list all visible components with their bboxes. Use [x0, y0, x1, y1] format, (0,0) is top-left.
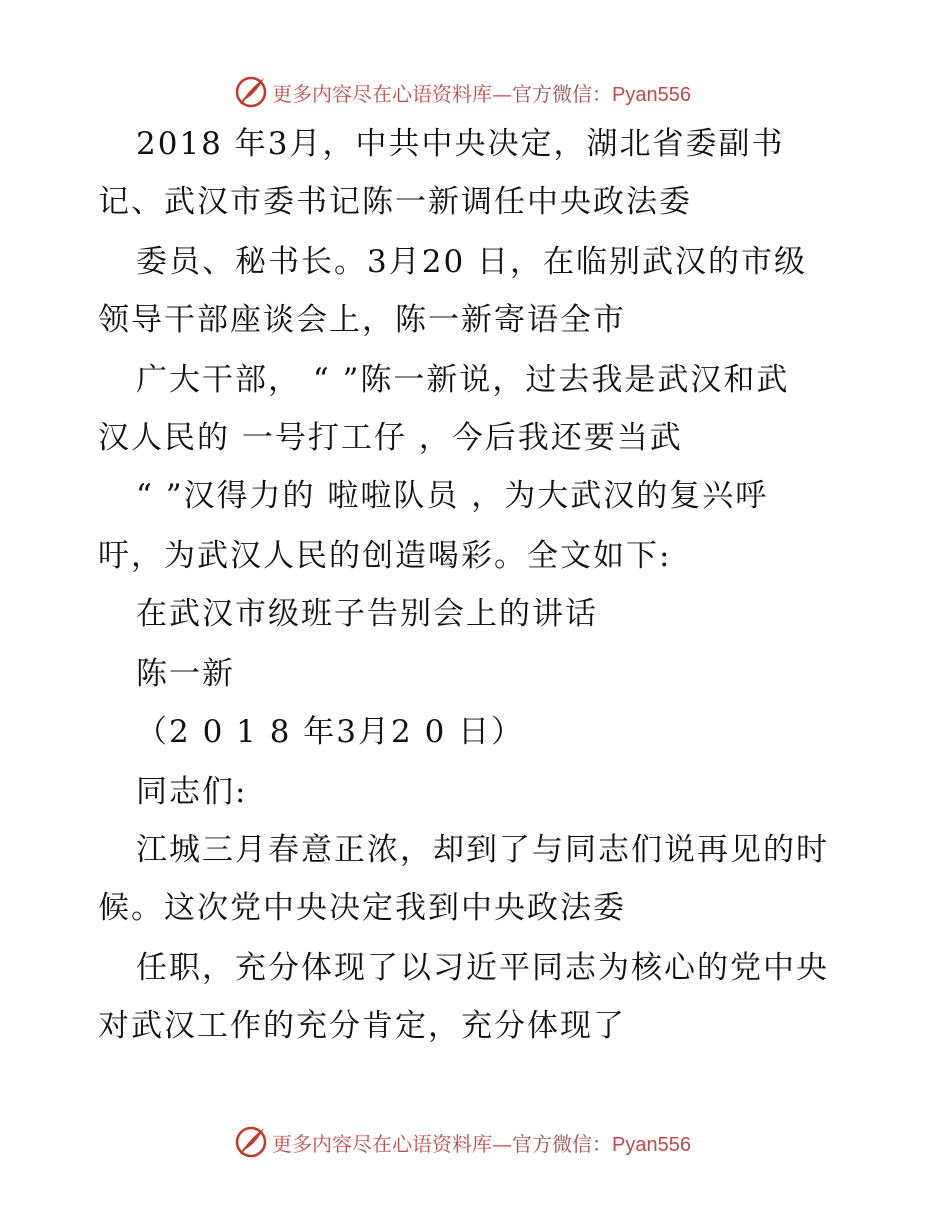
banner-main-text: 更多内容尽在心语资料库	[272, 82, 492, 106]
footer-banner	[0, 1120, 950, 1160]
text-line: 吁，为武汉人民的创造喝彩。全文如下:	[98, 538, 672, 574]
banner-wechat-id: Pyan556	[612, 1134, 691, 1156]
text-line: 对武汉工作的充分肯定，充分体现了	[98, 1008, 626, 1044]
banner-dash: —	[492, 82, 512, 106]
banner-dash: —	[492, 1132, 512, 1156]
text-line: 江城三月春意正浓，却到了与同志们说再见的时	[136, 832, 829, 868]
text-line: 广大干部， “ ”陈一新说，过去我是武汉和武	[136, 362, 790, 398]
banner-text	[272, 1128, 691, 1157]
feather-pen-logo-icon	[234, 1124, 268, 1158]
text-line: “ ”汉得力的 啦啦队员 ，为大武汉的复兴呼	[136, 478, 769, 514]
text-line: 候。这次党中央决定我到中央政法委	[98, 890, 626, 926]
text-line: 2018 年3月，中共中央决定，湖北省委副书	[136, 126, 785, 162]
banner-text	[272, 78, 691, 107]
speech-date: （2 0 1 8 年3月2 0 日）	[136, 714, 525, 750]
banner-official-label: 官方微信：	[512, 1132, 612, 1156]
text-line: 记、武汉市委书记陈一新调任中央政法委	[98, 184, 692, 220]
text-line: 任职，充分体现了以习近平同志为核心的党中央	[136, 950, 829, 986]
banner-main-text: 更多内容尽在心语资料库	[272, 1132, 492, 1156]
text-line: 领导干部座谈会上，陈一新寄语全市	[98, 302, 626, 338]
text-line: 汉人民的 一号打工仔 ，今后我还要当武	[98, 420, 683, 456]
text-line: 委员、秘书长。3月20 日，在临别武汉的市级	[136, 244, 808, 280]
speaker-name: 陈一新	[136, 656, 235, 692]
banner-official-label: 官方微信：	[512, 82, 612, 106]
speech-title: 在武汉市级班子告别会上的讲话	[136, 596, 598, 632]
banner-wechat-id: Pyan556	[612, 84, 691, 106]
feather-pen-logo-icon	[234, 74, 268, 108]
salutation: 同志们:	[136, 774, 248, 810]
header-banner	[0, 70, 950, 110]
